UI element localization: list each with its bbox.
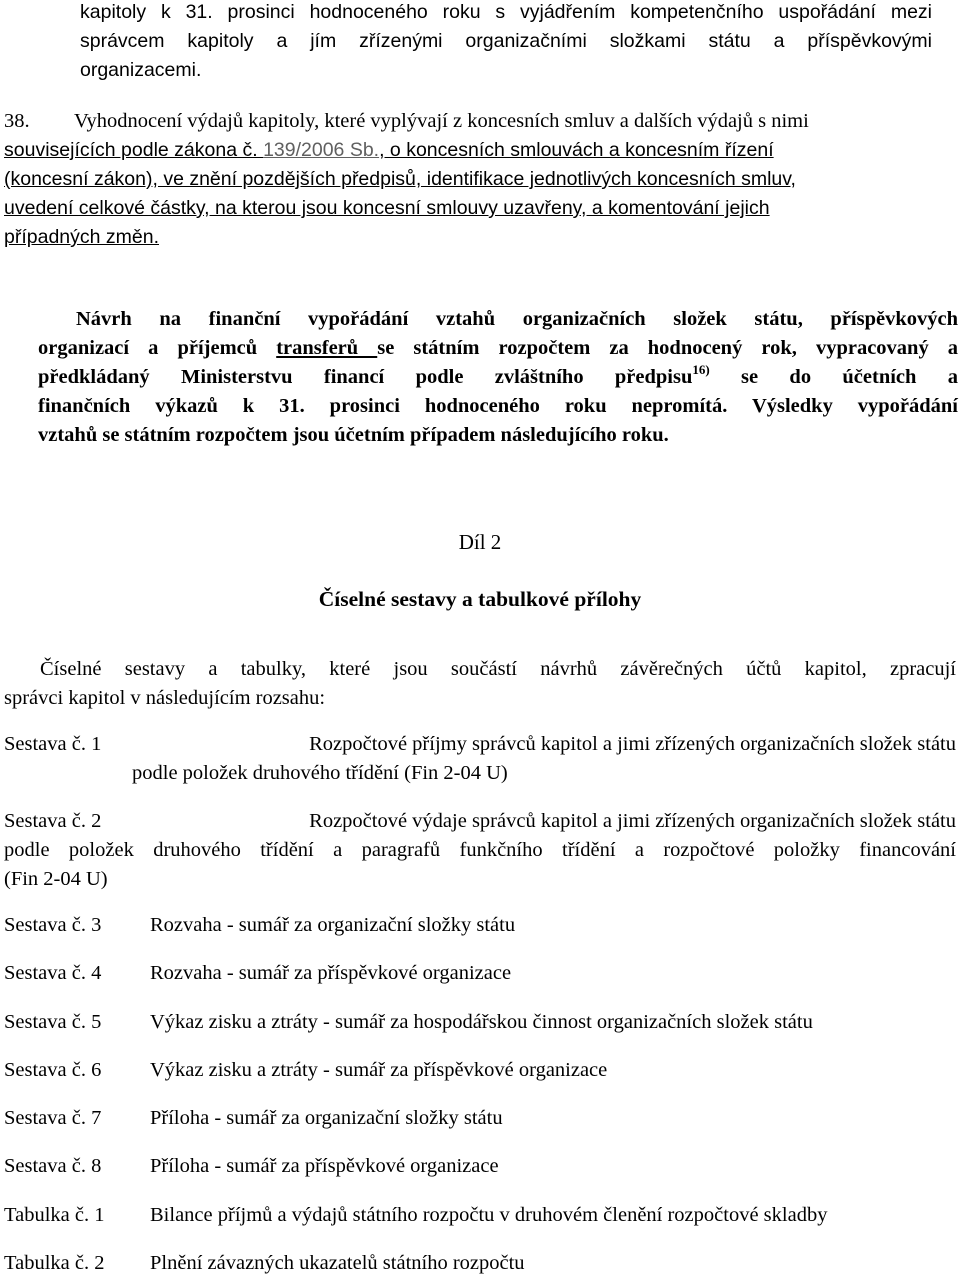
part-heading: Číselné sestavy a tabulkové přílohy: [318, 587, 642, 611]
underlined-text: případných změn.: [4, 226, 160, 248]
list-item-text: Plnění závazných ukazatelů státního rozpočtu: [150, 1252, 525, 1274]
proposal-text: se státním rozpočtem za hodnocený rok, vypracovaný a: [377, 337, 958, 359]
continuation-paragraph: [80, 0, 932, 85]
underlined-text: uvedení celkové částky, na kterou jsou koncesní smlouvy uzavřeny, a komentování jejich: [4, 197, 770, 219]
underlined-text: (koncesní zákon), ve znění pozdějších předpisů, identifikace jednotlivých koncesních smluv,: [4, 168, 796, 190]
list-item-text: Příloha - sumář za organizační složky státu: [150, 1107, 503, 1129]
list-item-label: Sestava č. 7: [4, 1107, 102, 1129]
sestava-1-line: [4, 730, 956, 759]
item-38-first-line: [4, 107, 954, 136]
list-item-label: Sestava č. 6: [4, 1059, 102, 1081]
list-item-text: Příloha - sumář za příspěvkové organizace: [150, 1155, 499, 1177]
sestava-2-line: [4, 807, 956, 836]
intro-paragraph: [4, 655, 956, 713]
proposal-line: finančních výkazů k 31. prosinci hodnoceného roku nepromítá. Výsledky vypořádání: [38, 395, 958, 417]
transfer-word: transferů: [276, 337, 378, 359]
list-item-label: Tabulka č. 2: [4, 1252, 105, 1274]
sestava-2: [4, 807, 956, 894]
item-38-body: [4, 139, 796, 248]
paragraph-line: správcem kapitoly a jím zřízenými organizačními složkami státu a příspěvkovými: [80, 30, 932, 52]
item-38-heading: Vyhodnocení výdajů kapitoly, které vyplývají z koncesních smluv a dalších výdajů s nimi: [74, 110, 809, 132]
part-title: Díl 2: [458, 530, 502, 554]
footnote-ref: 16): [692, 362, 710, 377]
sestava-text: Rozpočtové příjmy správců kapitol a jimi zřízených organizačních složek státu: [309, 733, 956, 755]
list-item-label: Tabulka č. 1: [4, 1204, 105, 1226]
list-item-text: Rozvaha - sumář za organizační složky státu: [150, 914, 516, 936]
paragraph-line: organizacemi.: [80, 59, 202, 81]
list-item-label: Sestava č. 8: [4, 1155, 102, 1177]
proposal-text: se do účetních a: [709, 366, 958, 388]
sestava-text-cont: (Fin 2-04 U): [4, 868, 108, 890]
proposal-paragraph: [38, 305, 958, 450]
proposal-line: Návrh na finanční vypořádání vztahů organizačních složek státu, příspěvkových: [76, 308, 958, 330]
proposal-text: organizací a příjemců: [38, 337, 277, 359]
sestava-text-cont: podle položek druhového třídění (Fin 2-04 U): [132, 762, 508, 784]
intro-line: správci kapitol v následujícím rozsahu:: [4, 687, 326, 709]
sestava-text-cont: podle položek druhového třídění a paragrafů funkčního třídění a rozpočtové položky financování: [4, 839, 956, 861]
item-38: [4, 107, 954, 252]
underlined-text: , o koncesních smlouvách a koncesním řízení: [379, 139, 774, 161]
sestava-label: Sestava č. 2: [4, 810, 102, 832]
list-item-label: Sestava č. 4: [4, 962, 102, 984]
proposal-line: [38, 334, 958, 363]
sestava-1: [4, 730, 956, 788]
proposal-line: vztahů se státním rozpočtem jsou účetním případem následujícího roku.: [38, 424, 669, 446]
law-reference-link[interactable]: 139/2006 Sb.: [263, 139, 380, 161]
list-item-label: Sestava č. 5: [4, 1011, 102, 1033]
proposal-text: předkládaný Ministerstvu financí podle zvláštního předpisu: [38, 366, 693, 388]
sestava-text: Rozpočtové výdaje správců kapitol a jimi zřízených organizačních složek státu: [309, 810, 956, 832]
list-item-text: Bilance příjmů a výdajů státního rozpočtu v druhovém členění rozpočtové skladby: [150, 1204, 828, 1226]
list-item-text: Rozvaha - sumář za příspěvkové organizace: [150, 962, 512, 984]
item-number: 38.: [4, 110, 30, 132]
list-item-label: Sestava č. 3: [4, 914, 102, 936]
sestava-label: Sestava č. 1: [4, 733, 102, 755]
intro-line: Číselné sestavy a tabulky, které jsou součástí návrhů závěrečných účtů kapitol, zpracují: [40, 658, 956, 680]
proposal-line: [38, 363, 958, 392]
list-item-text: Výkaz zisku a ztráty - sumář za příspěvkové organizace: [150, 1059, 608, 1081]
paragraph-line: kapitoly k 31. prosinci hodnoceného roku s vyjádřením kompetenčního uspořádání mezi: [80, 1, 932, 23]
list-item-text: Výkaz zisku a ztráty - sumář za hospodářskou činnost organizačních složek státu: [150, 1011, 813, 1033]
underlined-text: souvisejících podle zákona č.: [4, 139, 264, 161]
